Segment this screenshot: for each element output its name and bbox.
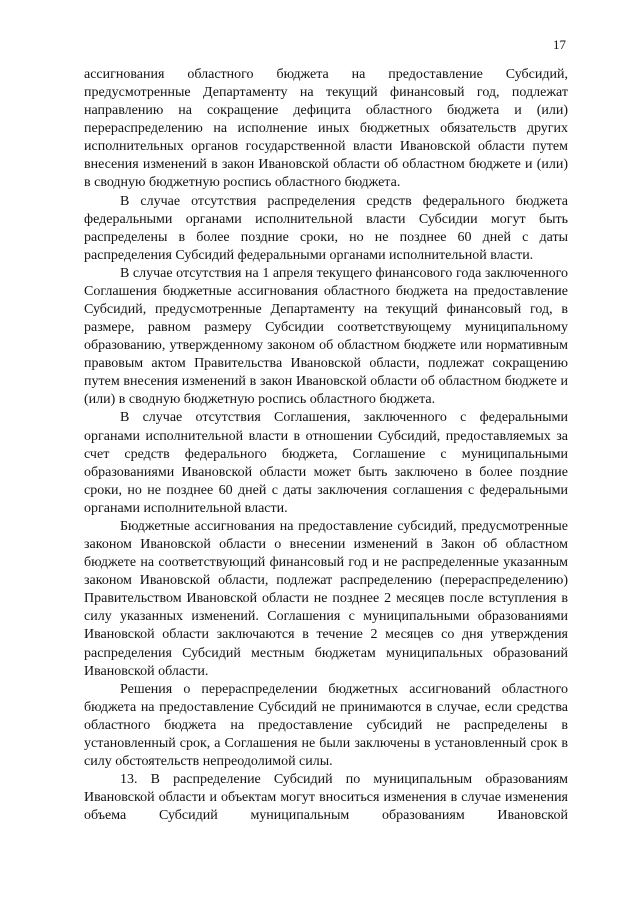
paragraph-budget-allocations: Бюджетные ассигнования на предоставление субсидий, предусмотренные законом Ивановской области о внесении изменений в Закон об областном бюджете на соответствующий финансовый год и не распределенные указанным законом Ивановской области, подлежат распределению (перераспределению) Правительством Ивановской области не позднее 2 месяцев после вступления в силу указанных изменений. Соглашения с муниципальными образованиями Ивановской области заключаются в течение 2 месяцев со дня утверждения распределения Субсидий местным бюджетам муниципальных образований Ивановской области. [84,518,568,679]
paragraph-federal-distribution: В случае отсутствия распределения средств федерального бюджета федеральными органами исполнительной власти Субсидии могут быть распределены в более поздние сроки, но не позднее 60 дней с даты распределения Субсидий федеральными органами исполнительной власти. [84,193,568,263]
paragraph-redistribution-decisions: Решения о перераспределении бюджетных ассигнований областного бюджета на предоставление Субсидий не принимаются в случае, если средства областного бюджета на предоставление субсидий не распределены в установленный срок, а Соглашения не были заключены в установленный срок в силу обстоятельств непреодолимой силы. [84,681,568,769]
document-body [84,66,568,825]
paragraph-april-agreement: В случае отсутствия на 1 апреля текущего финансового года заключенного Соглашения бюджетные ассигнования областного бюджета на предоставление Субсидий, предусмотренные Департаменту на текущий финансовый год, в размере, равном размеру Субсидии соответствующему муниципальному образованию, утвержденному законом об областном бюджете или нормативным правовым актом Правительства Ивановской области, подлежат сокращению путем внесения изменений в закон Ивановской области об областном бюджете и (или) в сводную бюджетную роспись областного бюджета. [84,265,568,408]
paragraph-item-13: 13. В распределение Субсидий по муниципальным образованиям Ивановской области и объектам могут вноситься изменения в случае изменения объема Субсидий муниципальным образованиям Ивановской [84,772,568,824]
paragraph-federal-agreement: В случае отсутствия Соглашения, заключенного с федеральными органами исполнительной власти в отношении Субсидий, предоставляемых за счет средств федерального бюджета, Соглашение с муниципальными образованиями Ивановской области может быть заключено в более поздние сроки, но не позднее 60 дней с даты заключения соглашения с федеральными органами исполнительной власти. [84,410,568,516]
paragraph-continuation: ассигнования областного бюджета на предоставление Субсидий, предусмотренные Департаменту на текущий финансовый год, подлежат направлению на сокращение дефицита областного бюджета и (или) перераспределению на исполнение иных бюджетных обязательств других исполнительных органов государственной власти Ивановской области путем внесения изменений в закон Ивановской области об областном бюджете и (или) в сводную бюджетную роспись областного бюджета. [84,67,568,191]
page-number: 17 [553,37,566,52]
